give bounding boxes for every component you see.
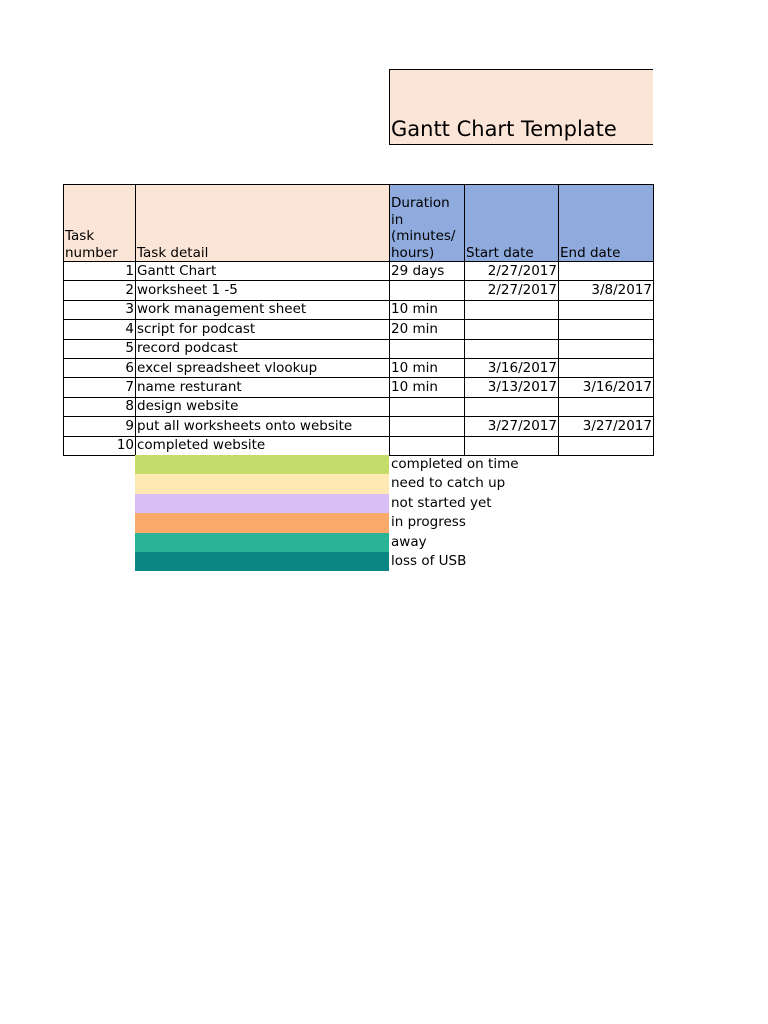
task-detail-cell[interactable]: name resturant xyxy=(136,378,390,397)
end-date-cell[interactable] xyxy=(559,397,654,416)
task-detail-cell[interactable]: work management sheet xyxy=(136,300,390,319)
header-start-date[interactable]: Start date xyxy=(465,185,559,262)
task-number-cell[interactable]: 4 xyxy=(64,320,136,339)
task-detail-cell[interactable]: put all worksheets onto website xyxy=(136,417,390,436)
task-detail-cell[interactable]: excel spreadsheet vlookup xyxy=(136,358,390,377)
start-date-cell[interactable] xyxy=(465,320,559,339)
start-date-cell[interactable]: 3/13/2017 xyxy=(465,378,559,397)
end-date-cell[interactable] xyxy=(559,358,654,377)
legend-color-swatch[interactable] xyxy=(135,552,389,571)
start-date-cell[interactable]: 3/16/2017 xyxy=(465,358,559,377)
page-title: Gantt Chart Template xyxy=(391,117,617,141)
status-legend xyxy=(135,455,519,571)
end-date-cell[interactable] xyxy=(559,320,654,339)
legend-item xyxy=(135,552,519,571)
end-date-cell[interactable] xyxy=(559,300,654,319)
legend-color-swatch[interactable] xyxy=(135,455,389,474)
start-date-cell[interactable] xyxy=(465,339,559,358)
task-number-cell[interactable]: 6 xyxy=(64,358,136,377)
legend-item xyxy=(135,513,519,532)
task-number-cell[interactable]: 9 xyxy=(64,417,136,436)
start-date-cell[interactable] xyxy=(465,300,559,319)
duration-cell[interactable] xyxy=(390,397,465,416)
legend-label[interactable]: completed on time xyxy=(391,456,519,472)
table-row xyxy=(64,417,654,436)
task-number-cell[interactable]: 2 xyxy=(64,281,136,300)
header-task-detail[interactable]: Task detail xyxy=(136,185,390,262)
table-row xyxy=(64,339,654,358)
task-number-cell[interactable]: 8 xyxy=(64,397,136,416)
legend-label[interactable]: loss of USB xyxy=(391,552,467,569)
start-date-cell[interactable]: 2/27/2017 xyxy=(465,281,559,300)
task-number-cell[interactable]: 1 xyxy=(64,262,136,281)
table-row xyxy=(64,300,654,319)
table-row xyxy=(64,358,654,377)
duration-cell[interactable]: 10 min xyxy=(390,300,465,319)
start-date-cell[interactable] xyxy=(465,436,559,455)
legend-color-swatch[interactable] xyxy=(135,474,389,493)
legend-label[interactable]: in progress xyxy=(391,514,466,531)
end-date-cell[interactable] xyxy=(559,339,654,358)
legend-color-swatch[interactable] xyxy=(135,533,389,552)
task-number-cell[interactable]: 5 xyxy=(64,339,136,358)
header-row xyxy=(64,185,654,262)
table-row xyxy=(64,281,654,300)
start-date-cell[interactable]: 3/27/2017 xyxy=(465,417,559,436)
gantt-table xyxy=(63,184,654,456)
header-end-date[interactable]: End date xyxy=(559,185,654,262)
task-number-cell[interactable]: 10 xyxy=(64,436,136,455)
duration-cell[interactable] xyxy=(390,417,465,436)
legend-item xyxy=(135,474,519,493)
duration-cell[interactable] xyxy=(390,436,465,455)
legend-color-swatch[interactable] xyxy=(135,494,389,513)
end-date-cell[interactable]: 3/8/2017 xyxy=(559,281,654,300)
end-date-cell[interactable] xyxy=(559,436,654,455)
task-detail-cell[interactable]: worksheet 1 -5 xyxy=(136,281,390,300)
task-detail-cell[interactable]: design website xyxy=(136,397,390,416)
legend-item xyxy=(135,494,519,513)
table-row xyxy=(64,320,654,339)
end-date-cell[interactable]: 3/16/2017 xyxy=(559,378,654,397)
task-detail-cell[interactable]: completed website xyxy=(136,436,390,455)
start-date-cell[interactable]: 2/27/2017 xyxy=(465,262,559,281)
task-detail-cell[interactable]: Gantt Chart xyxy=(136,262,390,281)
end-date-cell[interactable]: 3/27/2017 xyxy=(559,417,654,436)
duration-cell[interactable]: 20 min xyxy=(390,320,465,339)
legend-item xyxy=(135,455,519,474)
table-row xyxy=(64,397,654,416)
table-row xyxy=(64,378,654,397)
duration-cell[interactable]: 29 days xyxy=(390,262,465,281)
legend-color-swatch[interactable] xyxy=(135,513,389,532)
task-detail-cell[interactable]: script for podcast xyxy=(136,320,390,339)
duration-cell[interactable] xyxy=(390,339,465,358)
legend-label[interactable]: need to catch up xyxy=(391,475,506,492)
table-row xyxy=(64,262,654,281)
task-number-cell[interactable]: 3 xyxy=(64,300,136,319)
duration-cell[interactable] xyxy=(390,281,465,300)
task-detail-cell[interactable]: record podcast xyxy=(136,339,390,358)
legend-item xyxy=(135,533,519,552)
start-date-cell[interactable] xyxy=(465,397,559,416)
duration-cell[interactable]: 10 min xyxy=(390,358,465,377)
duration-cell[interactable]: 10 min xyxy=(390,378,465,397)
legend-label[interactable]: away xyxy=(391,533,427,550)
end-date-cell[interactable] xyxy=(559,262,654,281)
legend-label[interactable]: not started yet xyxy=(391,494,492,511)
header-duration[interactable]: Duration in (minutes/ hours) xyxy=(390,185,465,262)
task-number-cell[interactable]: 7 xyxy=(64,378,136,397)
title-cell[interactable] xyxy=(389,69,653,145)
table-row xyxy=(64,436,654,455)
header-task-number[interactable]: Task number xyxy=(64,185,136,262)
